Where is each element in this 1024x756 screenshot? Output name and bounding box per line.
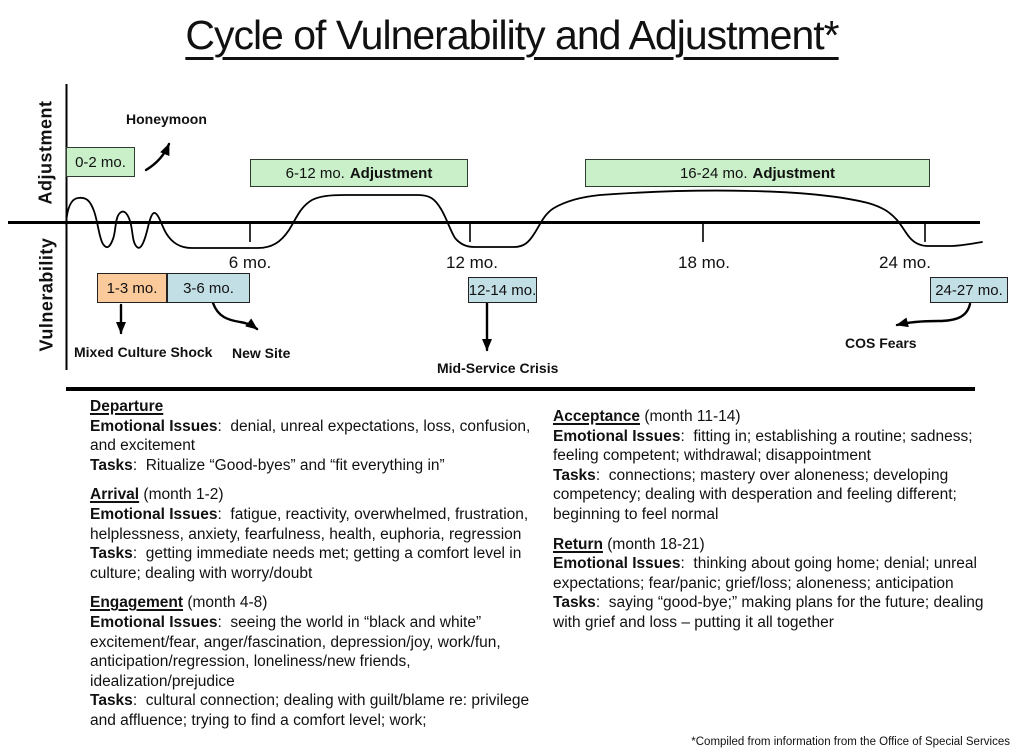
section-return [553,535,1015,633]
tasks-text: : getting immediate needs met; getting a comfort level in culture; dealing with worry/doubt [90,545,526,582]
emotional-issues-label: Emotional Issues [90,505,218,523]
tasks-label: Tasks [90,545,133,563]
honeymoon-label: Honeymoon [126,111,207,127]
new-site-label: New Site [232,345,291,361]
tasks-text: : saying “good-bye;” making plans for the future; dealing with grief and loss – putting it all together [553,594,988,631]
section-month: (month 18-21) [602,535,705,553]
tick-label-24mo: 24 mo. [879,253,931,272]
phase-box-6-12mo-adjustment [250,159,468,187]
tasks-text: : Ritualize “Good-byes” and “fit everything in” [132,456,445,474]
source-footnote: *Compiled from information from the Office of Special Services [691,736,1010,748]
cos-fears-label: COS Fears [845,335,917,351]
phase-box-12-14mo [468,277,537,303]
phase-box-3-6mo-label: 3-6 mo. [183,279,234,297]
emotional-issues-text: : seeing the world in “black and white” excitement/fear, anger/fascination, depression/joy, work/fun, anticipation/regression, loneliness/new friends, idealization/prejudice [90,613,505,690]
y-axis-label-vulnerability: Vulnerability [36,237,57,352]
emotional-issues-text: : fitting in; establishing a routine; sadness; feeling competent; withdrawal; disappointment [553,427,977,465]
section-acceptance [553,407,1015,525]
section-heading: Return [553,535,603,553]
section-month: (month 11-14) [640,408,741,425]
section-heading: Acceptance [553,408,641,425]
tasks-label: Tasks [553,466,596,484]
section-engagement [90,593,548,730]
mid-service-crisis-label: Mid-Service Crisis [437,360,559,376]
section-departure [90,397,548,475]
tasks-label: Tasks [90,692,133,710]
emotional-issues-label: Emotional Issues [553,555,681,573]
tasks-text: : connections; mastery over aloneness; developing competency; dealing with desperation and feeling different; beginning to feel normal [553,466,962,523]
phase-box-16-24mo-adjustment [585,159,930,187]
section-heading: Engagement [90,594,184,612]
tasks-label: Tasks [90,456,133,474]
phase-range: 6-12 mo. [285,164,345,182]
phase-label: Adjustment [752,164,836,182]
phase-box-24-27mo [930,277,1008,303]
section-heading: Arrival [90,486,140,504]
cos-fears-arrow [897,304,970,325]
tasks-text: : cultural connection; dealing with guilt/blame re: privilege and affluence; trying to find a comfort level; work; [90,692,534,729]
emotional-issues-text: : denial, unreal expectations, loss, confusion, and excitement [90,417,535,455]
phase-label: Adjustment [349,164,433,182]
section-heading: Departure [90,398,164,415]
honeymoon-arrow [146,144,169,170]
phase-box-3-6mo [167,273,250,303]
phase-box-0-2mo [66,147,135,177]
section-month: (month 1-2) [139,486,224,504]
section-month: (month 4-8) [183,594,268,612]
vulnerability-curve [66,191,982,248]
section-arrival [90,485,548,583]
month-ticks [250,223,925,242]
emotional-issues-label: Emotional Issues [553,427,681,445]
phase-box-0-2mo-label: 0-2 mo. [75,153,126,171]
y-axis-label-adjustment: Adjustment [35,100,56,205]
divider-line [66,387,975,391]
phase-box-1-3mo [97,273,167,303]
page-title: Cycle of Vulnerability and Adjustment* [185,12,839,58]
phase-descriptions-left [90,397,548,741]
phase-range: 16-24 mo. [679,164,748,182]
emotional-issues-text: : fatigue, reactivity, overwhelmed, frustration, helplessness, anxiety, fearfulness, health, euphoria, regression [90,505,533,543]
phase-box-24-27mo-label: 24-27 mo. [935,281,1003,299]
tick-label-6mo: 6 mo. [228,253,272,272]
emotional-issues-label: Emotional Issues [90,417,218,435]
emotional-issues-text: : thinking about going home; denial; unreal expectations; fear/panic; grief/loss; aloneness; anticipation [553,555,982,592]
tick-label-18mo: 18 mo. [678,253,730,272]
tasks-label: Tasks [553,594,596,612]
phase-box-1-3mo-label: 1-3 mo. [106,279,158,297]
tick-label-12mo: 12 mo. [446,253,498,272]
phase-box-12-14mo-label: 12-14 mo. [468,281,537,299]
new-site-arrow [213,303,257,329]
emotional-issues-label: Emotional Issues [90,613,218,631]
mixed-culture-shock-label: Mixed Culture Shock [74,344,213,360]
phase-descriptions-right [553,407,1015,643]
